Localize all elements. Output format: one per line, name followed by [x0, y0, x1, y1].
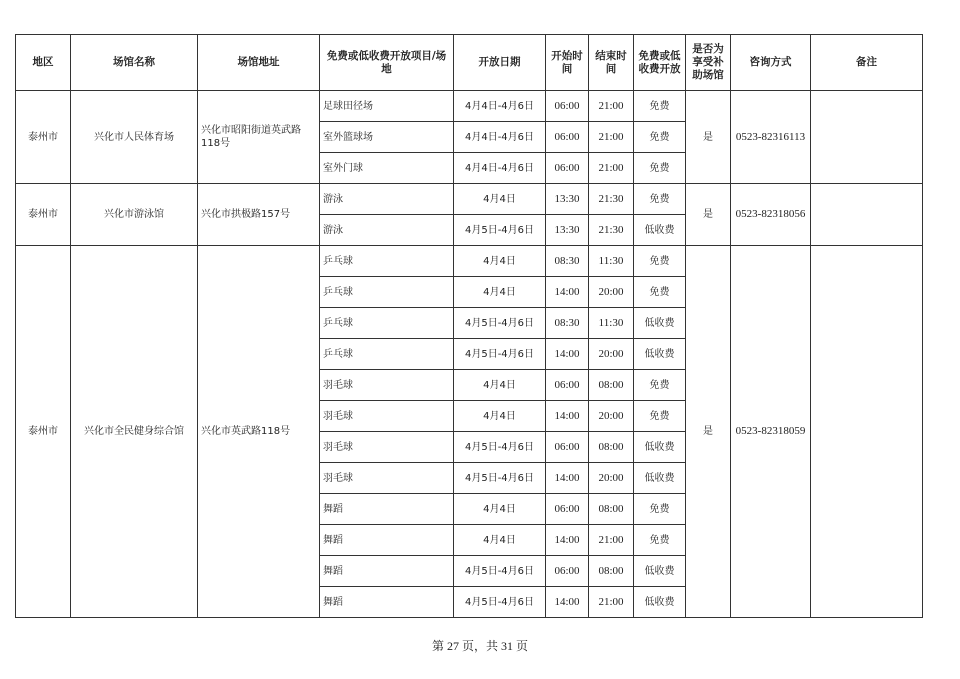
end-time-cell: 20:00: [589, 339, 634, 370]
region-cell: 泰州市: [16, 184, 71, 246]
venue-name-cell: 兴化市人民体育场: [71, 91, 198, 184]
start-time-cell: 14:00: [546, 339, 589, 370]
region-cell: 泰州市: [16, 246, 71, 618]
header-end-time: 结束时间: [589, 35, 634, 91]
header-venue-name: 场馆名称: [71, 35, 198, 91]
table-row: [16, 184, 923, 215]
date-cell: 4月4日: [454, 246, 546, 277]
project-cell: 乒乓球: [320, 246, 454, 277]
end-time-cell: 08:00: [589, 556, 634, 587]
fee-type-cell: 免费: [634, 370, 686, 401]
fee-type-cell: 免费: [634, 246, 686, 277]
start-time-cell: 14:00: [546, 587, 589, 618]
start-time-cell: 06:00: [546, 370, 589, 401]
fee-type-cell: 免费: [634, 494, 686, 525]
table-row: [16, 246, 923, 277]
header-row: [16, 35, 923, 91]
header-subsidized: 是否为享受补助场馆: [686, 35, 731, 91]
start-time-cell: 06:00: [546, 91, 589, 122]
contact-cell: 0523-82318056: [731, 184, 811, 246]
fee-type-cell: 免费: [634, 401, 686, 432]
project-cell: 足球田径场: [320, 91, 454, 122]
start-time-cell: 06:00: [546, 494, 589, 525]
header-fee-type: 免费或低收费开放: [634, 35, 686, 91]
project-cell: 羽毛球: [320, 463, 454, 494]
project-cell: 乒乓球: [320, 339, 454, 370]
start-time-cell: 08:30: [546, 308, 589, 339]
date-cell: 4月4日-4月6日: [454, 91, 546, 122]
subsidized-cell: 是: [686, 91, 731, 184]
end-time-cell: 20:00: [589, 277, 634, 308]
date-cell: 4月4日: [454, 370, 546, 401]
date-cell: 4月5日-4月6日: [454, 463, 546, 494]
venue-table: [15, 34, 923, 618]
date-cell: 4月4日-4月6日: [454, 122, 546, 153]
end-time-cell: 08:00: [589, 494, 634, 525]
header-note: 备注: [811, 35, 923, 91]
end-time-cell: 21:00: [589, 153, 634, 184]
header-open-date: 开放日期: [454, 35, 546, 91]
fee-type-cell: 低收费: [634, 587, 686, 618]
fee-type-cell: 免费: [634, 153, 686, 184]
end-time-cell: 11:30: [589, 246, 634, 277]
start-time-cell: 06:00: [546, 432, 589, 463]
end-time-cell: 20:00: [589, 463, 634, 494]
end-time-cell: 21:00: [589, 525, 634, 556]
project-cell: 游泳: [320, 184, 454, 215]
venue-name-cell: 兴化市全民健身综合馆: [71, 246, 198, 618]
start-time-cell: 08:30: [546, 246, 589, 277]
start-time-cell: 14:00: [546, 463, 589, 494]
project-cell: 舞蹈: [320, 525, 454, 556]
contact-cell: 0523-82316113: [731, 91, 811, 184]
date-cell: 4月5日-4月6日: [454, 308, 546, 339]
date-cell: 4月5日-4月6日: [454, 339, 546, 370]
page-footer: 第 27 页，共 31 页: [431, 639, 528, 653]
fee-type-cell: 低收费: [634, 432, 686, 463]
region-cell: 泰州市: [16, 91, 71, 184]
header-region: 地区: [16, 35, 71, 91]
end-time-cell: 11:30: [589, 308, 634, 339]
venue-name-cell: 兴化市游泳馆: [71, 184, 198, 246]
fee-type-cell: 低收费: [634, 215, 686, 246]
project-cell: 乒乓球: [320, 277, 454, 308]
project-cell: 羽毛球: [320, 370, 454, 401]
fee-type-cell: 免费: [634, 277, 686, 308]
contact-cell: 0523-82318059: [731, 246, 811, 618]
project-cell: 室外篮球场: [320, 122, 454, 153]
start-time-cell: 06:00: [546, 556, 589, 587]
subsidized-cell: 是: [686, 184, 731, 246]
project-cell: 羽毛球: [320, 401, 454, 432]
note-cell: [811, 184, 923, 246]
fee-type-cell: 免费: [634, 91, 686, 122]
fee-type-cell: 低收费: [634, 308, 686, 339]
end-time-cell: 21:30: [589, 215, 634, 246]
fee-type-cell: 低收费: [634, 463, 686, 494]
project-cell: 羽毛球: [320, 432, 454, 463]
note-cell: [811, 246, 923, 618]
date-cell: 4月4日: [454, 401, 546, 432]
end-time-cell: 21:00: [589, 91, 634, 122]
date-cell: 4月4日: [454, 277, 546, 308]
header-project: 免费或低收费开放项目/场地: [320, 35, 454, 91]
table-body: [16, 91, 923, 618]
fee-type-cell: 低收费: [634, 339, 686, 370]
project-cell: 舞蹈: [320, 587, 454, 618]
start-time-cell: 14:00: [546, 401, 589, 432]
date-cell: 4月5日-4月6日: [454, 432, 546, 463]
project-cell: 舞蹈: [320, 556, 454, 587]
fee-type-cell: 免费: [634, 525, 686, 556]
start-time-cell: 13:30: [546, 215, 589, 246]
fee-type-cell: 免费: [634, 122, 686, 153]
end-time-cell: 21:00: [589, 587, 634, 618]
date-cell: 4月4日: [454, 494, 546, 525]
venue-address-cell: 兴化市拱极路157号: [198, 184, 320, 246]
end-time-cell: 20:00: [589, 401, 634, 432]
header-venue-address: 场馆地址: [198, 35, 320, 91]
fee-type-cell: 低收费: [634, 556, 686, 587]
start-time-cell: 06:00: [546, 122, 589, 153]
end-time-cell: 21:30: [589, 184, 634, 215]
end-time-cell: 21:00: [589, 122, 634, 153]
venue-address-cell: 兴化市英武路118号: [198, 246, 320, 618]
start-time-cell: 14:00: [546, 277, 589, 308]
project-cell: 室外门球: [320, 153, 454, 184]
note-cell: [811, 91, 923, 184]
subsidized-cell: 是: [686, 246, 731, 618]
date-cell: 4月5日-4月6日: [454, 215, 546, 246]
header-start-time: 开始时间: [546, 35, 589, 91]
start-time-cell: 06:00: [546, 153, 589, 184]
start-time-cell: 13:30: [546, 184, 589, 215]
end-time-cell: 08:00: [589, 370, 634, 401]
end-time-cell: 08:00: [589, 432, 634, 463]
date-cell: 4月5日-4月6日: [454, 556, 546, 587]
date-cell: 4月4日: [454, 525, 546, 556]
table-row: [16, 91, 923, 122]
start-time-cell: 14:00: [546, 525, 589, 556]
project-cell: 舞蹈: [320, 494, 454, 525]
project-cell: 乒乓球: [320, 308, 454, 339]
venue-address-cell: 兴化市昭阳街道英武路118号: [198, 91, 320, 184]
date-cell: 4月5日-4月6日: [454, 587, 546, 618]
header-contact: 咨询方式: [731, 35, 811, 91]
date-cell: 4月4日: [454, 184, 546, 215]
project-cell: 游泳: [320, 215, 454, 246]
fee-type-cell: 免费: [634, 184, 686, 215]
date-cell: 4月4日-4月6日: [454, 153, 546, 184]
